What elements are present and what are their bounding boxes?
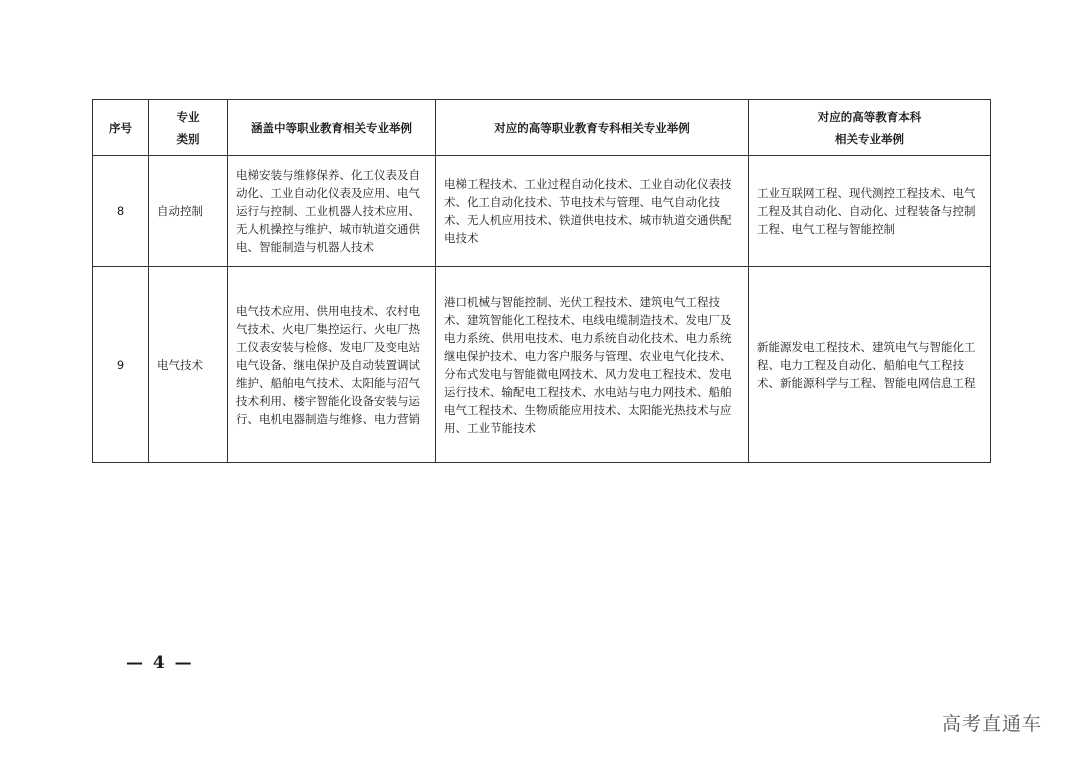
- row-secondary-majors: 电梯安装与维修保养、化工仪表及自动化、工业自动化仪表及应用、电气运行与控制、工业机器人技术应用、无人机操控与维护、城市轨道交通供电、智能制造与机器人技术: [228, 156, 436, 267]
- table-row: [93, 156, 991, 267]
- watermark-text: 高考直通车: [942, 713, 1043, 735]
- header-secondary: 涵盖中等职业教育相关专业举例: [228, 100, 436, 156]
- header-category: 专业 类别: [149, 100, 228, 156]
- major-table: [92, 99, 991, 463]
- header-vocational: 对应的高等职业教育专科相关专业举例: [436, 100, 749, 156]
- header-bachelor: 对应的高等教育本科 相关专业举例: [749, 100, 991, 156]
- row-number: 9: [93, 267, 149, 463]
- row-category: 自动控制: [149, 156, 228, 267]
- row-bachelor-majors: 工业互联网工程、现代测控工程技术、电气工程及其自动化、自动化、过程装备与控制工程、电气工程与智能控制: [749, 156, 991, 267]
- row-vocational-majors: 港口机械与智能控制、光伏工程技术、建筑电气工程技术、建筑智能化工程技术、电线电缆制造技术、发电厂及电力系统、供用电技术、电力系统自动化技术、电力系统继电保护技术、电力客户服务与管理、农业电气化技术、分布式发电与智能微电网技术、风力发电工程技术、发电运行技术、输配电工程技术、水电站与电力网技术、船舶电气工程技术、生物质能应用技术、太阳能光热技术与应用、工业节能技术: [436, 267, 749, 463]
- row-vocational-majors: 电梯工程技术、工业过程自动化技术、工业自动化仪表技术、化工自动化技术、节电技术与管理、电气自动化技术、无人机应用技术、铁道供电技术、城市轨道交通供配电技术: [436, 156, 749, 267]
- table-row: [93, 267, 991, 463]
- row-number: 8: [93, 156, 149, 267]
- page-number: — 4 —: [126, 653, 194, 673]
- table-header-row: [93, 100, 991, 156]
- header-num: 序号: [93, 100, 149, 156]
- row-bachelor-majors: 新能源发电工程技术、建筑电气与智能化工程、电力工程及自动化、船舶电气工程技术、新能源科学与工程、智能电网信息工程: [749, 267, 991, 463]
- row-category: 电气技术: [149, 267, 228, 463]
- row-secondary-majors: 电气技术应用、供用电技术、农村电气技术、火电厂集控运行、火电厂热工仪表安装与检修、发电厂及变电站电气设备、继电保护及自动装置调试维护、船舶电气技术、太阳能与沼气技术利用、楼宇智能化设备安装与运行、电机电器制造与维修、电力营销: [228, 267, 436, 463]
